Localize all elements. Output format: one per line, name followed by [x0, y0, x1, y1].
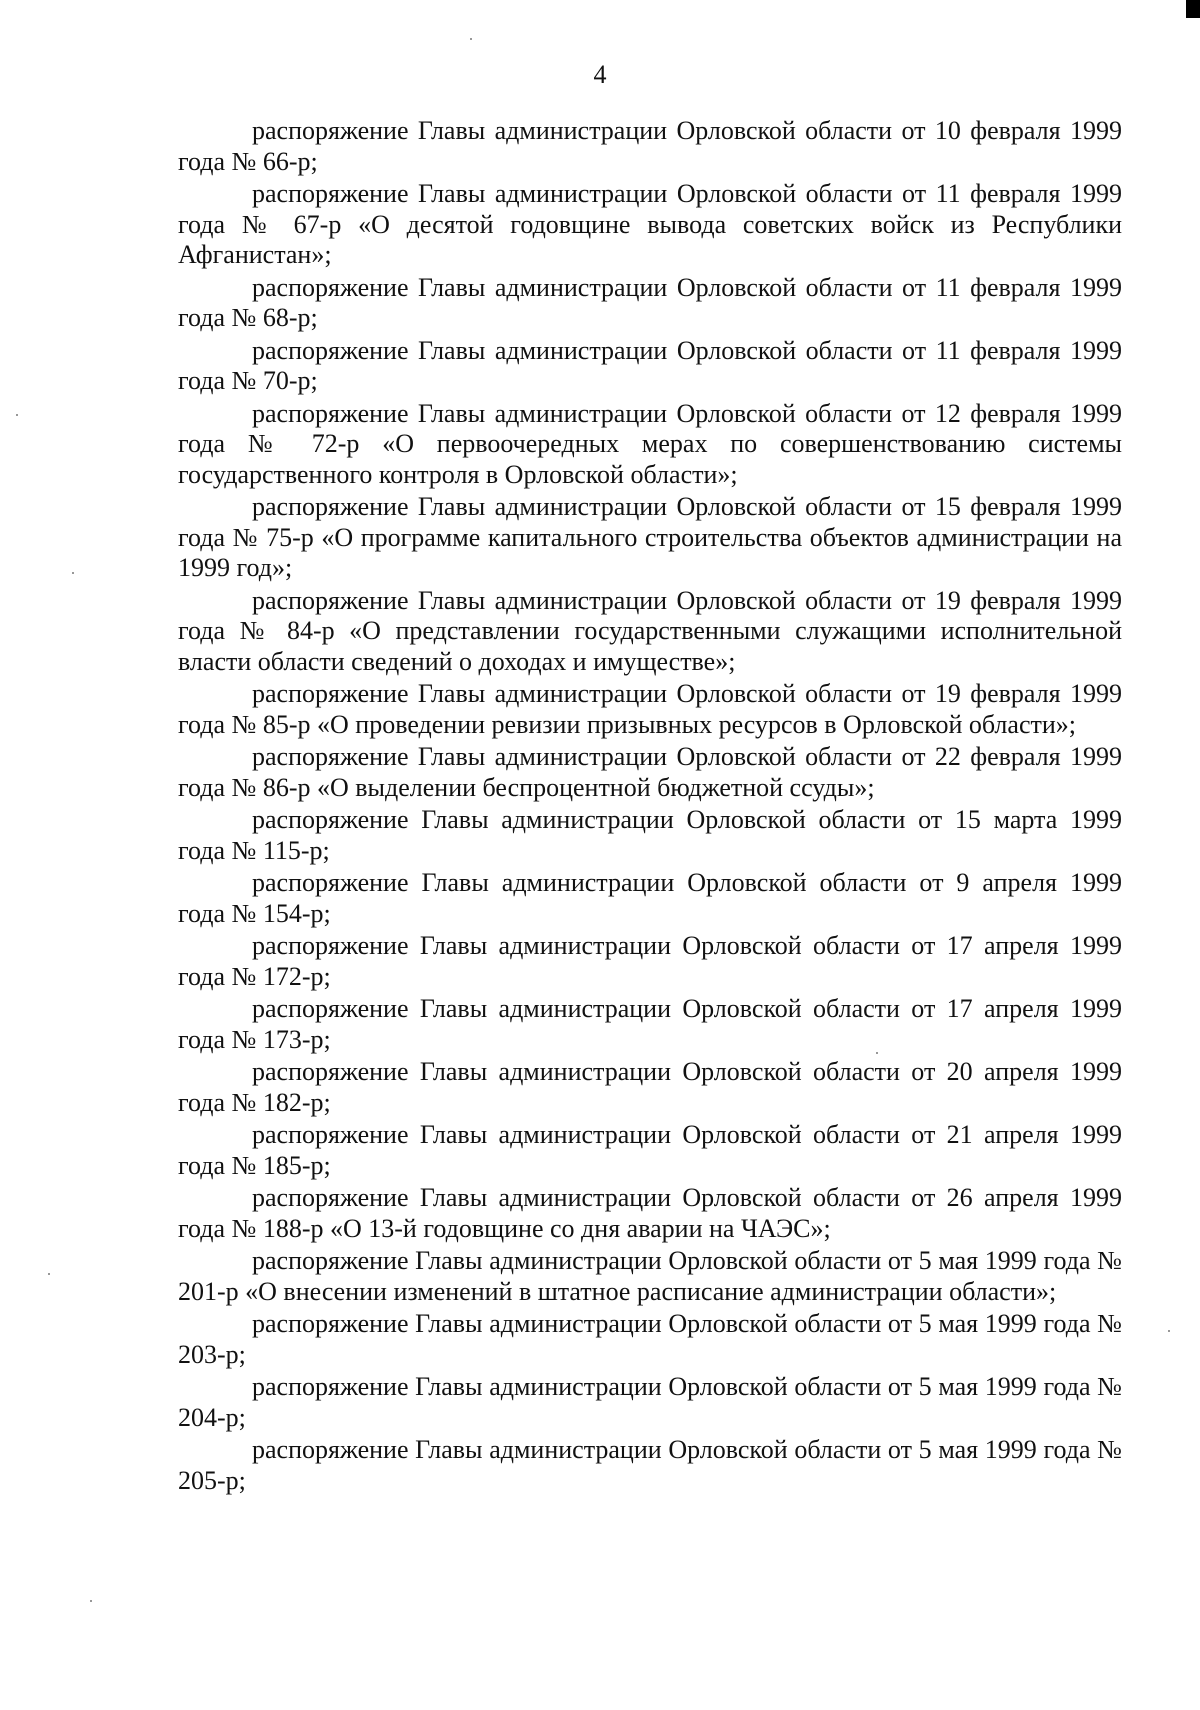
list-item: распоряжение Главы администрации Орловской области от 21 апреля 1999 года № 185-р;	[178, 1120, 1122, 1180]
list-item: распоряжение Главы администрации Орловской области от 15 февраля 1999 года № 75-р «О программе капитального строительства объектов администрации на 1999 год»;	[178, 492, 1122, 582]
list-item: распоряжение Главы администрации Орловской области от 22 февраля 1999 года № 86-р «О выделении беспроцентной бюджетной ссуды»;	[178, 742, 1122, 802]
list-item: распоряжение Главы администрации Орловской области от 5 мая 1999 года № 205-р;	[178, 1435, 1122, 1495]
list-item: распоряжение Главы администрации Орловской области от 11 февраля 1999 года № 67-р «О десятой годовщине вывода советских войск из Республики Афганистан»;	[178, 179, 1122, 269]
scan-speck	[48, 1273, 50, 1275]
list-item: распоряжение Главы администрации Орловской области от 26 апреля 1999 года № 188-р «О 13-й годовщине со дня аварии на ЧАЭС»;	[178, 1183, 1122, 1243]
list-item: распоряжение Главы администрации Орловской области от 17 апреля 1999 года № 172-р;	[178, 931, 1122, 991]
scan-speck	[16, 414, 18, 416]
list-item: распоряжение Главы администрации Орловской области от 20 апреля 1999 года № 182-р;	[178, 1057, 1122, 1117]
list-item: распоряжение Главы администрации Орловской области от 19 февраля 1999 года № 85-р «О проведении ревизии призывных ресурсов в Орловской области»;	[178, 679, 1122, 739]
list-item: распоряжение Главы администрации Орловской области от 15 марта 1999 года № 115-р;	[178, 805, 1122, 865]
scan-corner-mark	[1186, 0, 1200, 18]
list-item: распоряжение Главы администрации Орловской области от 11 февраля 1999 года № 68-р;	[178, 272, 1122, 332]
list-item: распоряжение Главы администрации Орловской области от 5 мая 1999 года № 201-р «О внесении изменений в штатное расписание администрации области»;	[178, 1246, 1122, 1306]
scan-speck	[876, 1052, 878, 1054]
list-item: распоряжение Главы администрации Орловской области от 10 февраля 1999 года № 66-р;	[178, 116, 1122, 176]
list-item: распоряжение Главы администрации Орловской области от 11 февраля 1999 года № 70-р;	[178, 335, 1122, 395]
page-number: 4	[593, 60, 607, 89]
list-item: распоряжение Главы администрации Орловской области от 5 мая 1999 года № 204-р;	[178, 1372, 1122, 1432]
list-item: распоряжение Главы администрации Орловской области от 5 мая 1999 года № 203-р;	[178, 1309, 1122, 1369]
scan-speck	[72, 572, 74, 574]
scan-speck	[1168, 1330, 1170, 1332]
scan-speck	[90, 1600, 92, 1602]
scan-speck	[470, 38, 472, 40]
list-item: распоряжение Главы администрации Орловской области от 19 февраля 1999 года № 84-р «О представлении государственными служащими исполнительной власти области сведений о доходах и имуществе»;	[178, 585, 1122, 676]
list-item: распоряжение Главы администрации Орловской области от 12 февраля 1999 года № 72-р «О первоочередных мерах по совершенствованию системы государственного контроля в Орловской области»;	[178, 398, 1122, 489]
list-item: распоряжение Главы администрации Орловской области от 9 апреля 1999 года № 154-р;	[178, 868, 1122, 928]
document-body	[178, 116, 1122, 1498]
list-item: распоряжение Главы администрации Орловской области от 17 апреля 1999 года № 173-р;	[178, 994, 1122, 1054]
